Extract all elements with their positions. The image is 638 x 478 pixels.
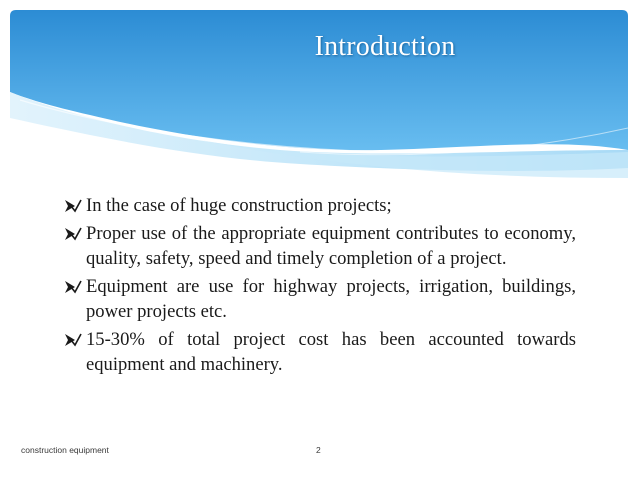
bullet-text: Equipment are use for highway projects, irrigation, buildings, power projects etc.: [86, 276, 576, 322]
list-item: [64, 193, 576, 218]
list-item: [64, 274, 576, 324]
arrow-check-icon: [64, 198, 82, 214]
wave-decoration: [0, 0, 638, 200]
list-item: [64, 327, 576, 377]
list-item: [64, 221, 576, 271]
page-number: 2: [316, 445, 321, 455]
bullet-list: [64, 193, 576, 380]
arrow-check-icon: [64, 332, 82, 348]
bullet-text: 15-30% of total project cost has been accounted towards equipment and machinery.: [86, 329, 576, 375]
footer-label: construction equipment: [21, 445, 109, 455]
bullet-text: Proper use of the appropriate equipment contributes to economy, quality, safety, speed and timely completion of a project.: [86, 223, 576, 269]
arrow-check-icon: [64, 226, 82, 242]
arrow-check-icon: [64, 279, 82, 295]
slide-title: Introduction: [314, 31, 456, 62]
header-banner: [0, 0, 638, 200]
bullet-text: In the case of huge construction projects;: [86, 195, 392, 216]
